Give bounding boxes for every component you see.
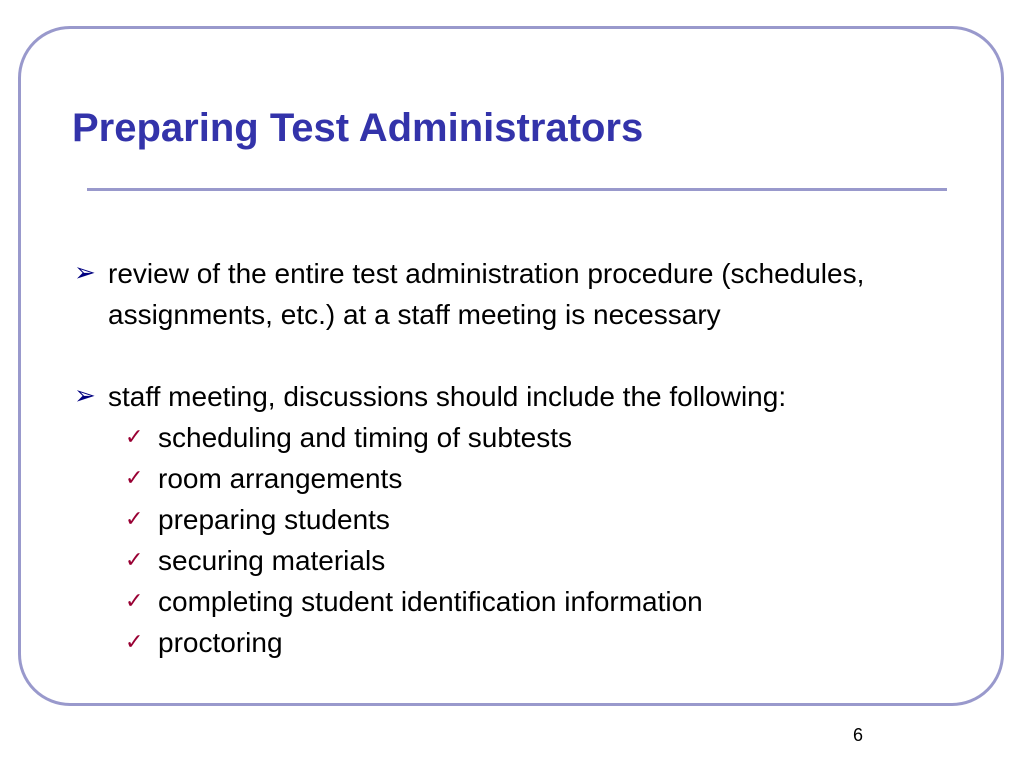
- bullet-item: [72, 253, 972, 335]
- sub-bullet-item: [72, 417, 972, 458]
- sub-bullet-text: room arrangements: [158, 463, 403, 494]
- page-number: 6: [852, 725, 863, 745]
- bullet-item: [72, 376, 972, 417]
- bullet-text: review of the entire test administration procedure (schedules, assignments, etc.) at a staff meeting is necessary: [108, 258, 865, 330]
- sub-bullet-item: [72, 499, 972, 540]
- checkmark-icon: ✓: [125, 507, 144, 532]
- spacer: [72, 335, 972, 376]
- arrow-bullet-icon: ➢: [74, 381, 96, 411]
- slide-title: Preparing Test Administrators: [72, 106, 644, 150]
- checkmark-icon: ✓: [125, 466, 144, 491]
- title-divider: [87, 188, 947, 191]
- sub-bullet-text: scheduling and timing of subtests: [158, 422, 573, 453]
- bullet-text: staff meeting, discussions should include the following:: [108, 381, 787, 412]
- sub-bullet-item: [72, 458, 972, 499]
- sub-bullet-text: proctoring: [158, 627, 283, 658]
- slide-body: [72, 253, 972, 663]
- sub-bullet-item: [72, 622, 972, 663]
- arrow-bullet-icon: ➢: [74, 258, 96, 288]
- sub-bullet-text: securing materials: [158, 545, 386, 576]
- checkmark-icon: ✓: [125, 425, 144, 450]
- checkmark-icon: ✓: [125, 589, 144, 614]
- sub-bullet-text: completing student identification information: [158, 586, 703, 617]
- checkmark-icon: ✓: [125, 548, 144, 573]
- sub-bullet-text: preparing students: [158, 504, 390, 535]
- sub-bullet-item: [72, 540, 972, 581]
- sub-bullet-item: [72, 581, 972, 622]
- checkmark-icon: ✓: [125, 630, 144, 655]
